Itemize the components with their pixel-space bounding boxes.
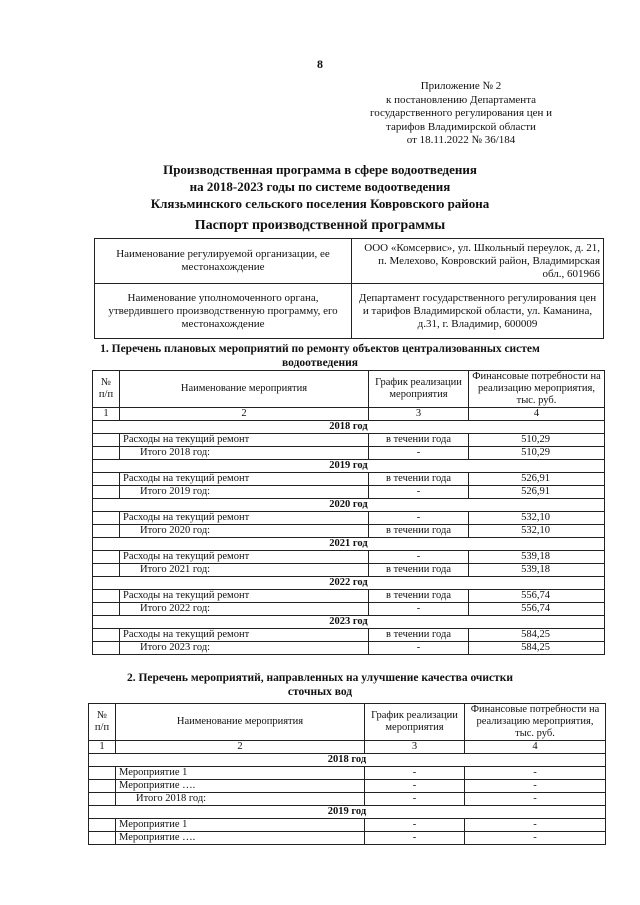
row-num-cell (93, 629, 120, 642)
column-number: 3 (365, 741, 465, 754)
measure-name: Расходы на текущий ремонт (120, 473, 369, 486)
row-num-cell (89, 819, 116, 832)
measure-value: 510,29 (469, 447, 605, 460)
measure-name: Итого 2023 год: (120, 642, 369, 655)
table-row (93, 551, 605, 564)
header-name: Наименование мероприятия (116, 704, 365, 741)
measure-schedule: - (369, 642, 469, 655)
appendix-line: государственного регулирования цен и (369, 107, 553, 119)
passport-value: Департамент государственного регулирования цен и тарифов Владимирской области, ул. Каманина, д.31, г. Владимир, 600009 (352, 284, 604, 339)
table-row (93, 590, 605, 603)
header-schedule: График реализации мероприятия (365, 704, 465, 741)
column-number: 4 (469, 408, 605, 421)
measure-value: - (465, 767, 606, 780)
document-title (0, 161, 640, 212)
table-row (89, 793, 606, 806)
table-row (93, 486, 605, 499)
column-number: 2 (116, 741, 365, 754)
passport-row (95, 239, 604, 284)
passport-table (94, 238, 604, 339)
measure-name: Расходы на текущий ремонт (120, 590, 369, 603)
measure-schedule: - (369, 512, 469, 525)
appendix-line: от 18.11.2022 № 36/184 (406, 134, 516, 146)
table-row (93, 564, 605, 577)
year-row (93, 499, 605, 512)
treatment-measures-table (88, 703, 606, 845)
passport-label: Наименование регулируемой организации, ее местонахождение (95, 239, 352, 284)
measure-name: Итого 2018 год: (116, 793, 365, 806)
year-label: 2020 год (93, 499, 605, 512)
year-label: 2019 год (93, 460, 605, 473)
column-number: 1 (89, 741, 116, 754)
row-num-cell (93, 603, 120, 616)
section-title-line: 1. Перечень плановых мероприятий по ремонту объектов централизованных систем (100, 343, 540, 355)
section-title-line: водоотведения (282, 357, 358, 369)
measure-schedule: - (365, 780, 465, 793)
measure-name: Мероприятие …. (116, 832, 365, 845)
measure-schedule: в течении года (369, 629, 469, 642)
row-num-cell (93, 512, 120, 525)
measure-value: 584,25 (469, 629, 605, 642)
table-row (93, 512, 605, 525)
measure-name: Итого 2018 год: (120, 447, 369, 460)
table-row (89, 767, 606, 780)
measure-name: Расходы на текущий ремонт (120, 512, 369, 525)
row-num-cell (89, 780, 116, 793)
year-row (89, 754, 606, 767)
row-num-cell (93, 642, 120, 655)
column-number-row (89, 741, 606, 754)
header-finance: Финансовые потребности на реализацию мероприятия, тыс. руб. (465, 704, 606, 741)
measure-schedule: - (369, 603, 469, 616)
measure-value: 532,10 (469, 525, 605, 538)
measure-value: 526,91 (469, 486, 605, 499)
measure-name: Расходы на текущий ремонт (120, 434, 369, 447)
measure-name: Итого 2021 год: (120, 564, 369, 577)
measure-name: Итого 2019 год: (120, 486, 369, 499)
measure-schedule: - (365, 832, 465, 845)
year-label: 2018 год (93, 421, 605, 434)
measure-schedule: - (369, 486, 469, 499)
section-title-line: сточных вод (287, 686, 353, 698)
measure-schedule: в течении года (369, 590, 469, 603)
row-num-cell (93, 564, 120, 577)
header-num: № п/п (93, 371, 120, 408)
appendix-line: к постановлению Департамента (385, 93, 537, 106)
measure-value: 556,74 (469, 590, 605, 603)
row-num-cell (93, 551, 120, 564)
title-line: Производственная программа в сфере водоотведения (163, 162, 477, 177)
table-row (93, 642, 605, 655)
measure-schedule: - (369, 551, 469, 564)
year-label: 2021 год (93, 538, 605, 551)
measure-schedule: в течении года (369, 473, 469, 486)
measure-value: 539,18 (469, 551, 605, 564)
measure-schedule: в течении года (369, 564, 469, 577)
row-num-cell (89, 793, 116, 806)
appendix-block (346, 80, 576, 148)
row-num-cell (89, 767, 116, 780)
passport-row (95, 284, 604, 339)
column-number: 3 (369, 408, 469, 421)
measure-value: 510,29 (469, 434, 605, 447)
year-row (89, 806, 606, 819)
header-name: Наименование мероприятия (120, 371, 369, 408)
passport-value: ООО «Комсервис», ул. Школьный переулок, д. 21, п. Мелехово, Ковровский район, Владимирская обл., 601966 (352, 239, 604, 284)
year-label: 2023 год (93, 616, 605, 629)
measure-value: 556,74 (469, 603, 605, 616)
measure-name: Расходы на текущий ремонт (120, 629, 369, 642)
page-number: 8 (317, 57, 323, 71)
measure-name: Итого 2022 год: (120, 603, 369, 616)
measure-value: - (465, 780, 606, 793)
measure-value: 532,10 (469, 512, 605, 525)
table-row (93, 603, 605, 616)
year-row (93, 577, 605, 590)
row-num-cell (89, 832, 116, 845)
appendix-line: Приложение № 2 (420, 80, 502, 92)
year-row (93, 538, 605, 551)
table-header-row (89, 704, 606, 741)
table-row (93, 434, 605, 447)
column-number: 2 (120, 408, 369, 421)
header-num: № п/п (89, 704, 116, 741)
row-num-cell (93, 447, 120, 460)
year-label: 2019 год (89, 806, 606, 819)
measure-value: 584,25 (469, 642, 605, 655)
table-row (93, 629, 605, 642)
table-header-row (93, 371, 605, 408)
measure-name: Мероприятие 1 (116, 819, 365, 832)
appendix-line: тарифов Владимирской области (386, 120, 536, 133)
measure-schedule: - (365, 819, 465, 832)
table-row (89, 780, 606, 793)
section1-title (0, 342, 640, 370)
measure-schedule: в течении года (369, 525, 469, 538)
measure-value: 539,18 (469, 564, 605, 577)
measure-schedule: в течении года (369, 434, 469, 447)
title-line: на 2018-2023 годы по системе водоотведения (189, 179, 451, 194)
measure-schedule: - (369, 447, 469, 460)
measure-value: - (465, 793, 606, 806)
section-title-line: 2. Перечень мероприятий, направленных на улучшение качества очистки (126, 672, 514, 684)
table-row (93, 473, 605, 486)
measure-name: Мероприятие …. (116, 780, 365, 793)
column-number: 1 (93, 408, 120, 421)
measure-name: Итого 2020 год: (120, 525, 369, 538)
section2-title (0, 671, 640, 699)
measure-schedule: - (365, 767, 465, 780)
column-number-row (93, 408, 605, 421)
table-row (93, 447, 605, 460)
row-num-cell (93, 525, 120, 538)
row-num-cell (93, 486, 120, 499)
measure-name: Расходы на текущий ремонт (120, 551, 369, 564)
passport-heading: Паспорт производственной программы (194, 218, 446, 233)
header-finance: Финансовые потребности на реализацию мероприятия, тыс. руб. (469, 371, 605, 408)
row-num-cell (93, 473, 120, 486)
measure-value: - (465, 819, 606, 832)
year-row (93, 616, 605, 629)
table-row (89, 819, 606, 832)
column-number: 4 (465, 741, 606, 754)
year-label: 2022 год (93, 577, 605, 590)
measure-name: Мероприятие 1 (116, 767, 365, 780)
repair-measures-table (92, 370, 605, 655)
year-label: 2018 год (89, 754, 606, 767)
title-line: Клязьминского сельского поселения Ковровского района (150, 196, 490, 211)
year-row (93, 421, 605, 434)
table-row (89, 832, 606, 845)
measure-schedule: - (365, 793, 465, 806)
measure-value: - (465, 832, 606, 845)
row-num-cell (93, 434, 120, 447)
year-row (93, 460, 605, 473)
passport-label: Наименование уполномоченного органа, утвердившего производственную программу, его местонахождение (95, 284, 352, 339)
row-num-cell (93, 590, 120, 603)
table-row (93, 525, 605, 538)
header-schedule: График реализации мероприятия (369, 371, 469, 408)
measure-value: 526,91 (469, 473, 605, 486)
